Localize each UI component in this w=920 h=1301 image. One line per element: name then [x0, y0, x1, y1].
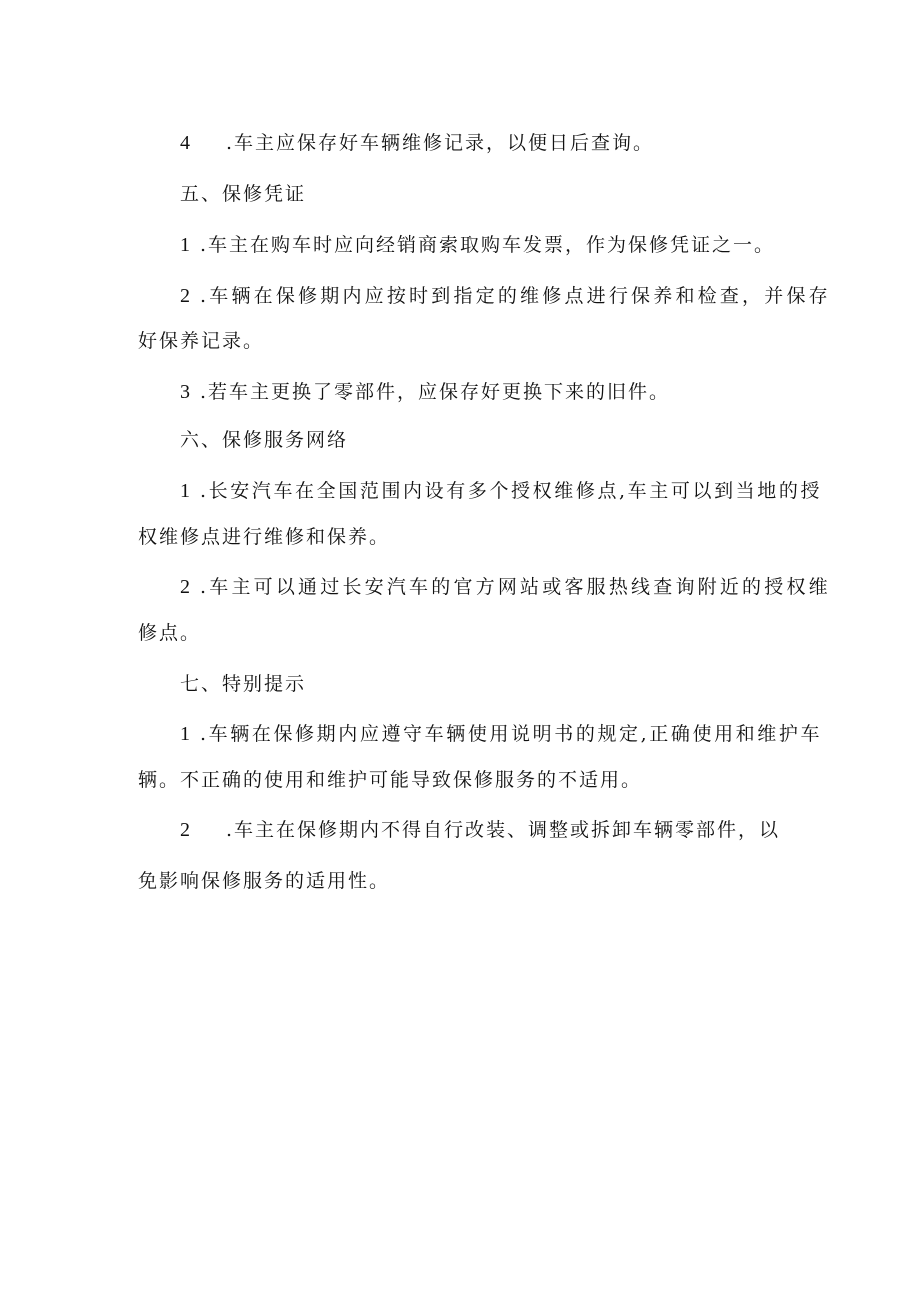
s7-item-1-line: [180, 721, 822, 747]
s5-item-2-continuation: 好保养记录。: [138, 330, 265, 352]
item-text: .车主在保修期内不得自行改装、调整或拆卸车辆零部件，以: [226, 819, 781, 841]
item-text: .车辆在保修期内应按时到指定的维修点进行保养和检查，并保存: [200, 285, 831, 307]
s6-item-1-continuation: 权维修点进行维修和保养。: [138, 526, 391, 548]
s6-item-2-continuation: 修点。: [138, 622, 202, 644]
item-text: .车主可以通过长安汽车的官方网站或客服热线查询附近的授权维: [200, 576, 831, 598]
item-number: 4: [180, 132, 190, 154]
item-text: .若车主更换了零部件，应保存好更换下来的旧件。: [200, 381, 671, 403]
item-number: 1: [180, 480, 190, 502]
section-heading-6: 六、保修服务网络: [180, 429, 349, 451]
section-heading-5: 五、保修凭证: [180, 183, 307, 205]
s7-item-2-continuation: 免影响保修服务的适用性。: [138, 870, 391, 892]
item-number: 2: [180, 576, 190, 598]
item-text: .长安汽车在全国范围内设有多个授权维修点,车主可以到当地的授: [200, 480, 823, 502]
item-4-line: [180, 130, 654, 156]
item-text: .车辆在保修期内应遵守车辆使用说明书的规定,正确使用和维护车: [200, 723, 823, 745]
item-text: .车主在购车时应向经销商索取购车发票，作为保修凭证之一。: [200, 234, 776, 256]
item-number: 2: [180, 819, 190, 841]
s6-item-1-line: [180, 478, 822, 504]
s6-item-2-line: [180, 574, 831, 600]
s5-item-2-line: [180, 283, 831, 309]
section-heading-7: 七、特别提示: [180, 673, 307, 695]
s7-item-1-continuation: 辆。不正确的使用和维护可能导致保修服务的不适用。: [138, 769, 643, 791]
item-number: 3: [180, 381, 190, 403]
item-number: 1: [180, 723, 190, 745]
item-text: .车主应保存好车辆维修记录，以便日后查询。: [226, 132, 655, 154]
s7-item-2-line: [180, 817, 780, 843]
s5-item-3-line: [180, 379, 670, 405]
item-number: 2: [180, 285, 190, 307]
s5-item-1-line: [180, 232, 775, 258]
item-number: 1: [180, 234, 190, 256]
